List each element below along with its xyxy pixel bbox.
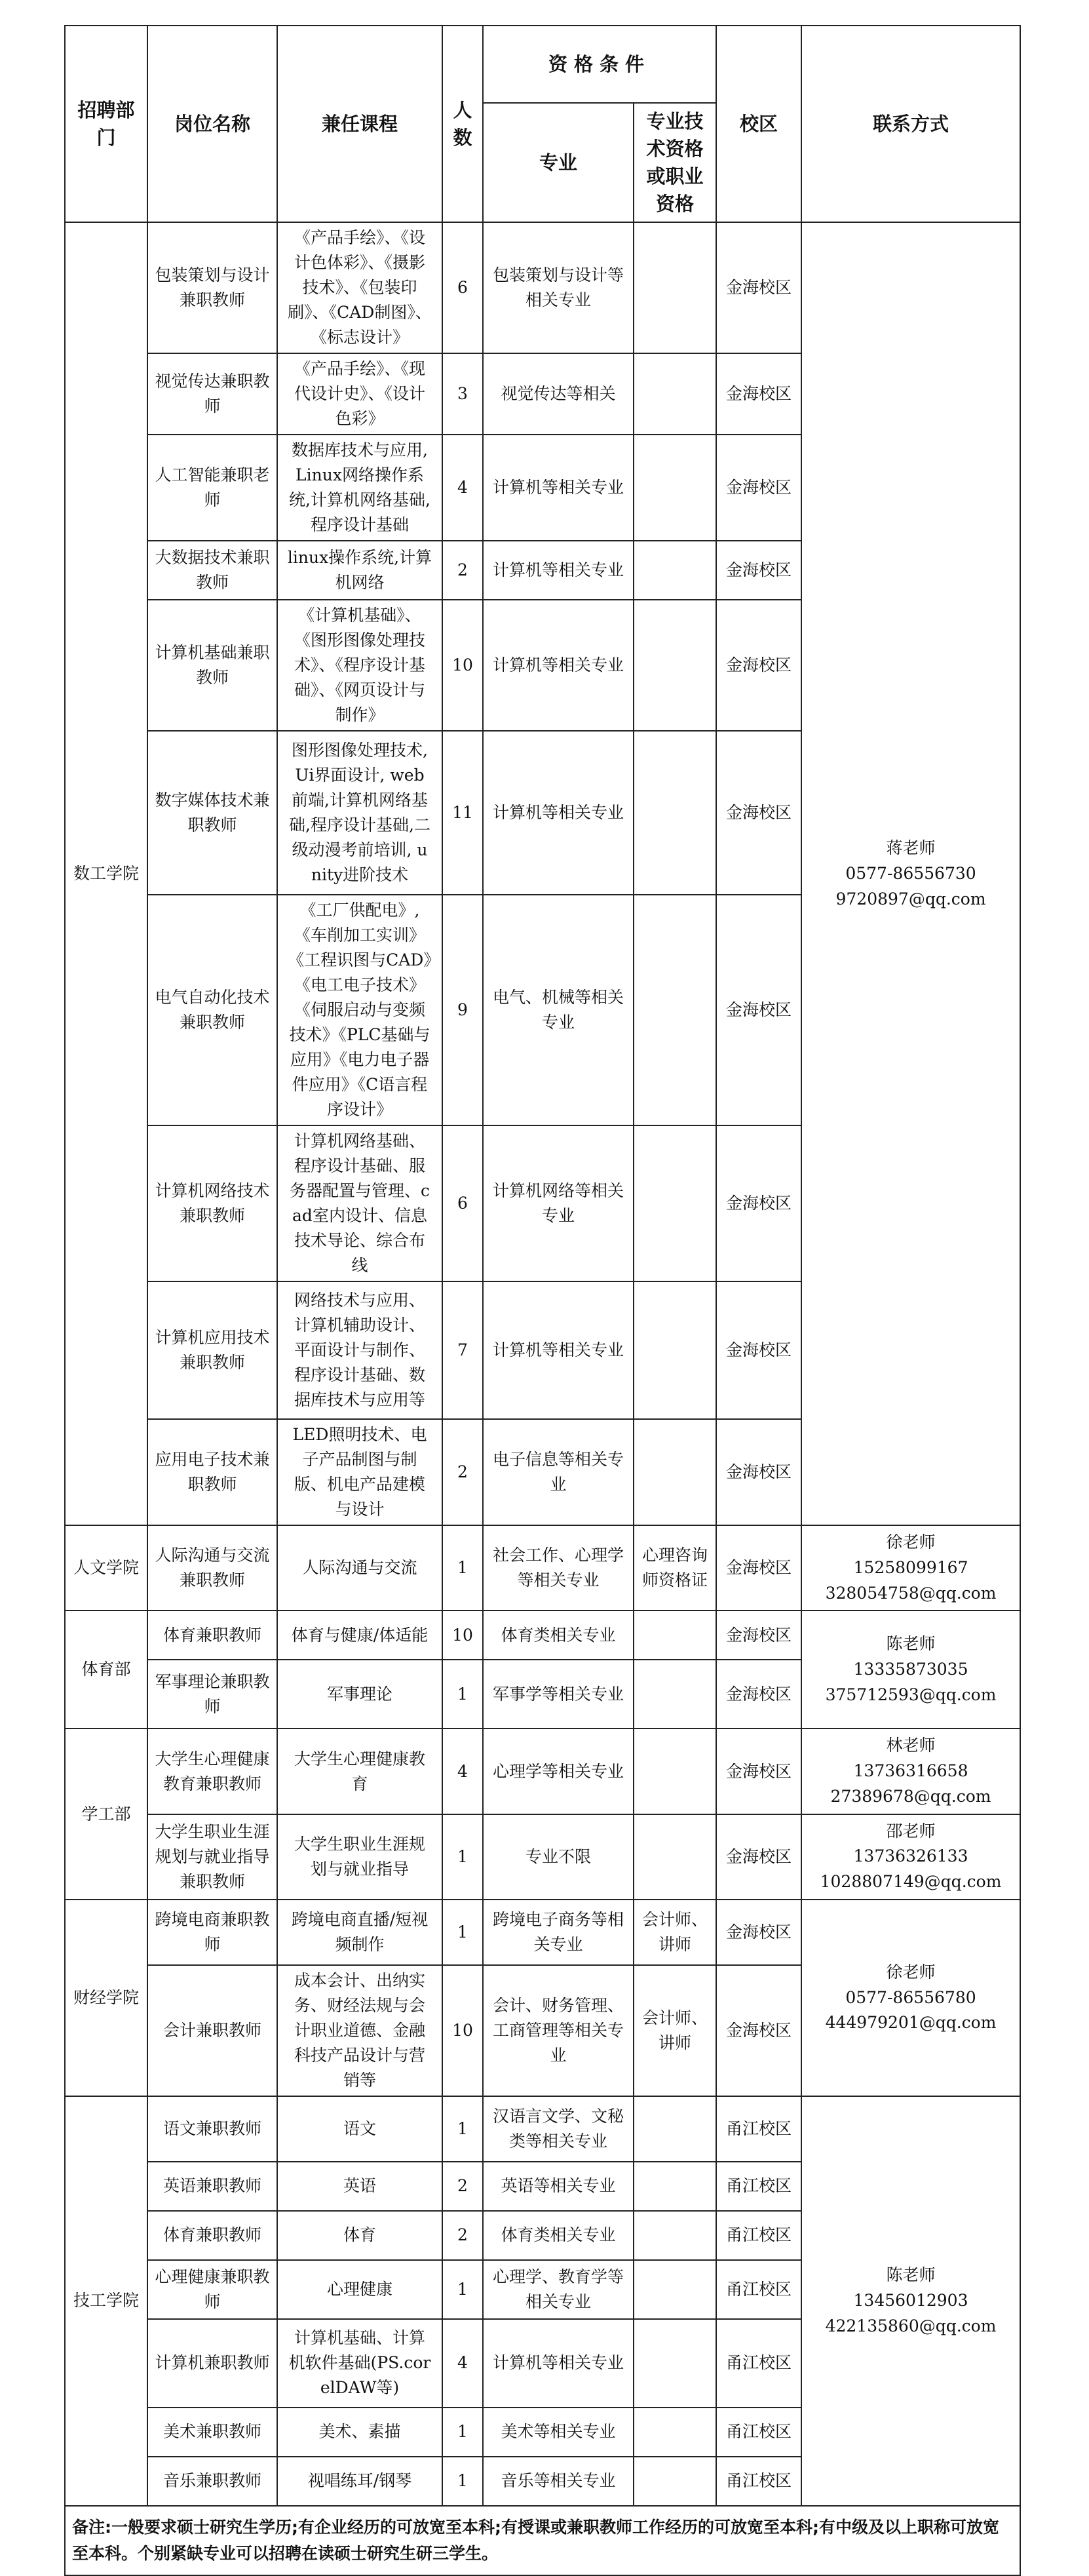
contact-name: 蒋老师: [886, 838, 936, 858]
headcount: 4: [442, 435, 483, 541]
position-name: 视觉传达兼职教师: [147, 353, 277, 435]
position-name: 语文兼职教师: [147, 2096, 277, 2162]
certificate-requirement: [634, 2162, 716, 2211]
contact-email: 9720897@qq.com: [835, 889, 986, 908]
headcount: 4: [442, 1728, 483, 1814]
certificate-requirement: [634, 895, 716, 1125]
course-list: LED照明技术、电子产品制图与制版、机电产品建模与设计: [277, 1419, 442, 1525]
major-requirement: 计算机等相关专业: [483, 1281, 634, 1419]
recruitment-document: [64, 25, 1020, 2576]
course-list: 计算机网络基础、程序设计基础、服务器配置与管理、cad室内设计、信息技术导论、综合布线: [277, 1125, 442, 1281]
position-name: 数字媒体技术兼职教师: [147, 731, 277, 895]
contact-email: 422135860@qq.com: [825, 2316, 997, 2335]
contact-phone: 15258099167: [853, 1557, 968, 1577]
course-list: 跨境电商直播/短视频制作: [277, 1900, 442, 1965]
major-requirement: 计算机等相关专业: [483, 541, 634, 600]
headcount: 10: [442, 600, 483, 731]
major-requirement: 美术等相关专业: [483, 2408, 634, 2457]
contact-name: 徐老师: [886, 1532, 936, 1552]
headcount: 1: [442, 2408, 483, 2457]
major-requirement: 军事学等相关专业: [483, 1660, 634, 1728]
table-row: [65, 1525, 1020, 1610]
campus: 甬江校区: [716, 2096, 801, 2162]
certificate-requirement: [634, 2096, 716, 2162]
header-position: 岗位名称: [147, 26, 277, 222]
major-requirement: 体育类相关专业: [483, 2211, 634, 2260]
position-name: 音乐兼职教师: [147, 2457, 277, 2506]
headcount: 1: [442, 1814, 483, 1900]
headcount: 10: [442, 1965, 483, 2096]
recruitment-table: [64, 25, 1021, 2576]
course-list: 体育与健康/体适能: [277, 1610, 442, 1660]
campus: 金海校区: [716, 1610, 801, 1660]
contact-phone: 13736316658: [853, 1761, 968, 1781]
certificate-requirement: [634, 353, 716, 435]
dept-name: 人文学院: [65, 1525, 147, 1610]
campus: 金海校区: [716, 1814, 801, 1900]
major-requirement: 电子信息等相关专业: [483, 1419, 634, 1525]
headcount: 6: [442, 222, 483, 353]
major-requirement: 心理学、教育学等相关专业: [483, 2260, 634, 2319]
contact-cell: [801, 222, 1020, 1525]
course-list: 大学生职业生涯规划与就业指导: [277, 1814, 442, 1900]
headcount: 2: [442, 2162, 483, 2211]
course-list: 《计算机基础》、《图形图像处理技术》、《程序设计基础》、《网页设计与制作》: [277, 600, 442, 731]
table-row: [65, 1728, 1020, 1814]
course-list: linux操作系统,计算机网络: [277, 541, 442, 600]
major-requirement: 会计、财务管理、工商管理等相关专业: [483, 1965, 634, 2096]
contact-cell: [801, 1814, 1020, 1900]
certificate-requirement: [634, 2408, 716, 2457]
table-row: [65, 1610, 1020, 1660]
contact-name: 徐老师: [886, 1962, 936, 1981]
dept-name: 数工学院: [65, 222, 147, 1525]
major-requirement: 计算机网络等相关专业: [483, 1125, 634, 1281]
header-contact: 联系方式: [801, 26, 1020, 222]
contact-cell: [801, 1900, 1020, 2096]
position-name: 大数据技术兼职教师: [147, 541, 277, 600]
position-name: 电气自动化技术兼职教师: [147, 895, 277, 1125]
table-body: [65, 222, 1020, 2506]
contact-cell: [801, 1728, 1020, 1814]
course-list: 成本会计、出纳实务、财经法规与会计职业道德、金融科技产品设计与营销等: [277, 1965, 442, 2096]
major-requirement: 汉语言文学、文秘类等相关专业: [483, 2096, 634, 2162]
major-requirement: 心理学等相关专业: [483, 1728, 634, 1814]
contact-cell: [801, 1610, 1020, 1728]
campus: 甬江校区: [716, 2211, 801, 2260]
table-row: [65, 2096, 1020, 2162]
campus: 甬江校区: [716, 2260, 801, 2319]
course-list: 人际沟通与交流: [277, 1525, 442, 1610]
header-major: 专业: [483, 103, 634, 222]
major-requirement: 体育类相关专业: [483, 1610, 634, 1660]
certificate-requirement: 会计师、讲师: [634, 1900, 716, 1965]
certificate-requirement: [634, 600, 716, 731]
campus: 金海校区: [716, 1125, 801, 1281]
certificate-requirement: 心理咨询师资格证: [634, 1525, 716, 1610]
dept-name: 体育部: [65, 1610, 147, 1728]
position-name: 人工智能兼职老师: [147, 435, 277, 541]
course-list: 《工厂供配电》,《车削加工实训》《工程识图与CAD》《电工电子技术》《伺服启动与变频技术》《PLC基础与应用》《电力电子器件应用》《C语言程序设计》: [277, 895, 442, 1125]
campus: 金海校区: [716, 1728, 801, 1814]
note-remark: 备注:一般要求硕士研究生学历;有企业经历的可放宽至本科;有授课或兼职教师工作经历的可放宽至本科;有中级及以上职称可放宽至本科。个别紧缺专业可以招聘在读硕士研究生研三学生。: [65, 2506, 1020, 2575]
campus: 甬江校区: [716, 2319, 801, 2408]
major-requirement: 计算机等相关专业: [483, 600, 634, 731]
major-requirement: 计算机等相关专业: [483, 731, 634, 895]
campus: 金海校区: [716, 895, 801, 1125]
headcount: 10: [442, 1610, 483, 1660]
header-count: 人数: [442, 26, 483, 222]
dept-name: 技工学院: [65, 2096, 147, 2506]
course-list: 《产品手绘》、《设计色体彩》、《摄影技术》、《包装印刷》、《CAD制图》、《标志设计》: [277, 222, 442, 353]
campus: 金海校区: [716, 1900, 801, 1965]
contact-name: 陈老师: [886, 2265, 936, 2285]
certificate-requirement: 会计师、讲师: [634, 1965, 716, 2096]
certificate-requirement: [634, 2260, 716, 2319]
header-courses: 兼任课程: [277, 26, 442, 222]
headcount: 1: [442, 1525, 483, 1610]
position-name: 大学生心理健康教育兼职教师: [147, 1728, 277, 1814]
headcount: 1: [442, 1900, 483, 1965]
certificate-requirement: [634, 1814, 716, 1900]
major-requirement: 音乐等相关专业: [483, 2457, 634, 2506]
position-name: 计算机应用技术兼职教师: [147, 1281, 277, 1419]
certificate-requirement: [634, 222, 716, 353]
course-list: 网络技术与应用、计算机辅助设计、平面设计与制作、程序设计基础、数据库技术与应用等: [277, 1281, 442, 1419]
header-qualification: 资格条件: [483, 26, 716, 103]
course-list: 视唱练耳/钢琴: [277, 2457, 442, 2506]
position-name: 人际沟通与交流兼职教师: [147, 1525, 277, 1610]
contact-email: 1028807149@qq.com: [820, 1872, 1002, 1892]
dept-name: 财经学院: [65, 1900, 147, 2096]
course-list: 语文: [277, 2096, 442, 2162]
campus: 金海校区: [716, 600, 801, 731]
contact-cell: [801, 1525, 1020, 1610]
position-name: 美术兼职教师: [147, 2408, 277, 2457]
position-name: 会计兼职教师: [147, 1965, 277, 2096]
position-name: 包装策划与设计兼职教师: [147, 222, 277, 353]
course-list: 体育: [277, 2211, 442, 2260]
headcount: 6: [442, 1125, 483, 1281]
contact-email: 328054758@qq.com: [825, 1583, 997, 1603]
headcount: 2: [442, 2211, 483, 2260]
position-name: 体育兼职教师: [147, 2211, 277, 2260]
contact-email: 27389678@qq.com: [830, 1786, 991, 1806]
contact-phone: 0577-86556780: [845, 1987, 976, 2007]
certificate-requirement: [634, 1281, 716, 1419]
position-name: 应用电子技术兼职教师: [147, 1419, 277, 1525]
position-name: 心理健康兼职教师: [147, 2260, 277, 2319]
major-requirement: 跨境电子商务等相关专业: [483, 1900, 634, 1965]
headcount: 1: [442, 2096, 483, 2162]
campus: 金海校区: [716, 1419, 801, 1525]
major-requirement: 电气、机械等相关专业: [483, 895, 634, 1125]
headcount: 2: [442, 541, 483, 600]
course-list: 美术、素描: [277, 2408, 442, 2457]
course-list: 大学生心理健康教育: [277, 1728, 442, 1814]
headcount: 1: [442, 2457, 483, 2506]
table-row: [65, 1814, 1020, 1900]
certificate-requirement: [634, 1728, 716, 1814]
certificate-requirement: [634, 2319, 716, 2408]
major-requirement: 英语等相关专业: [483, 2162, 634, 2211]
headcount: 3: [442, 353, 483, 435]
certificate-requirement: [634, 731, 716, 895]
position-name: 计算机基础兼职教师: [147, 600, 277, 731]
headcount: 11: [442, 731, 483, 895]
dept-name: 学工部: [65, 1728, 147, 1900]
position-name: 英语兼职教师: [147, 2162, 277, 2211]
major-requirement: 包装策划与设计等相关专业: [483, 222, 634, 353]
certificate-requirement: [634, 1125, 716, 1281]
certificate-requirement: [634, 2457, 716, 2506]
position-name: 跨境电商兼职教师: [147, 1900, 277, 1965]
position-name: 体育兼职教师: [147, 1610, 277, 1660]
course-list: 《产品手绘》、《现代设计史》、《设计色彩》: [277, 353, 442, 435]
position-name: 计算机网络技术兼职教师: [147, 1125, 277, 1281]
campus: 金海校区: [716, 222, 801, 353]
certificate-requirement: [634, 435, 716, 541]
table-row: [65, 1900, 1020, 1965]
contact-cell: [801, 2096, 1020, 2506]
certificate-requirement: [634, 1610, 716, 1660]
course-list: 心理健康: [277, 2260, 442, 2319]
contact-email: 375712593@qq.com: [825, 1685, 997, 1704]
contact-name: 林老师: [886, 1736, 936, 1755]
headcount: 9: [442, 895, 483, 1125]
certificate-requirement: [634, 1660, 716, 1728]
headcount: 2: [442, 1419, 483, 1525]
campus: 金海校区: [716, 435, 801, 541]
campus: 金海校区: [716, 1660, 801, 1728]
headcount: 1: [442, 2260, 483, 2319]
contact-name: 邵老师: [886, 1821, 936, 1841]
headcount: 7: [442, 1281, 483, 1419]
headcount: 4: [442, 2319, 483, 2408]
campus: 甬江校区: [716, 2162, 801, 2211]
major-requirement: 计算机等相关专业: [483, 2319, 634, 2408]
table-row: [65, 222, 1020, 353]
certificate-requirement: [634, 1419, 716, 1525]
major-requirement: 视觉传达等相关: [483, 353, 634, 435]
course-list: 图形图像处理技术,Ui界面设计, web前端,计算机网络基础,程序设计基础,二级动漫考前培训, unity进阶技术: [277, 731, 442, 895]
campus: 金海校区: [716, 1965, 801, 2096]
campus: 金海校区: [716, 353, 801, 435]
header-campus: 校区: [716, 26, 801, 222]
header-dept: 招聘部门: [65, 26, 147, 222]
contact-phone: 13456012903: [853, 2291, 968, 2311]
position-name: 大学生职业生涯规划与就业指导兼职教师: [147, 1814, 277, 1900]
course-list: 军事理论: [277, 1660, 442, 1728]
course-list: 计算机基础、计算机软件基础(PS.corelDAW等): [277, 2319, 442, 2408]
headcount: 1: [442, 1660, 483, 1728]
contact-phone: 13736326133: [853, 1846, 968, 1866]
major-requirement: 计算机等相关专业: [483, 435, 634, 541]
header-certificate: 专业技术资格或职业资格: [634, 103, 716, 222]
major-requirement: 社会工作、心理学等相关专业: [483, 1525, 634, 1610]
course-list: 数据库技术与应用,Linux网络操作系统,计算机网络基础,程序设计基础: [277, 435, 442, 541]
contact-name: 陈老师: [886, 1634, 936, 1654]
campus: 金海校区: [716, 1281, 801, 1419]
campus: 金海校区: [716, 731, 801, 895]
course-list: 英语: [277, 2162, 442, 2211]
certificate-requirement: [634, 2211, 716, 2260]
major-requirement: 专业不限: [483, 1814, 634, 1900]
contact-phone: 13335873035: [853, 1660, 968, 1679]
campus: 甬江校区: [716, 2408, 801, 2457]
position-name: 计算机兼职教师: [147, 2319, 277, 2408]
position-name: 军事理论兼职教师: [147, 1660, 277, 1728]
contact-phone: 0577-86556730: [845, 863, 976, 883]
campus: 金海校区: [716, 1525, 801, 1610]
contact-email: 444979201@qq.com: [825, 2013, 997, 2033]
campus: 甬江校区: [716, 2457, 801, 2506]
campus: 金海校区: [716, 541, 801, 600]
certificate-requirement: [634, 541, 716, 600]
